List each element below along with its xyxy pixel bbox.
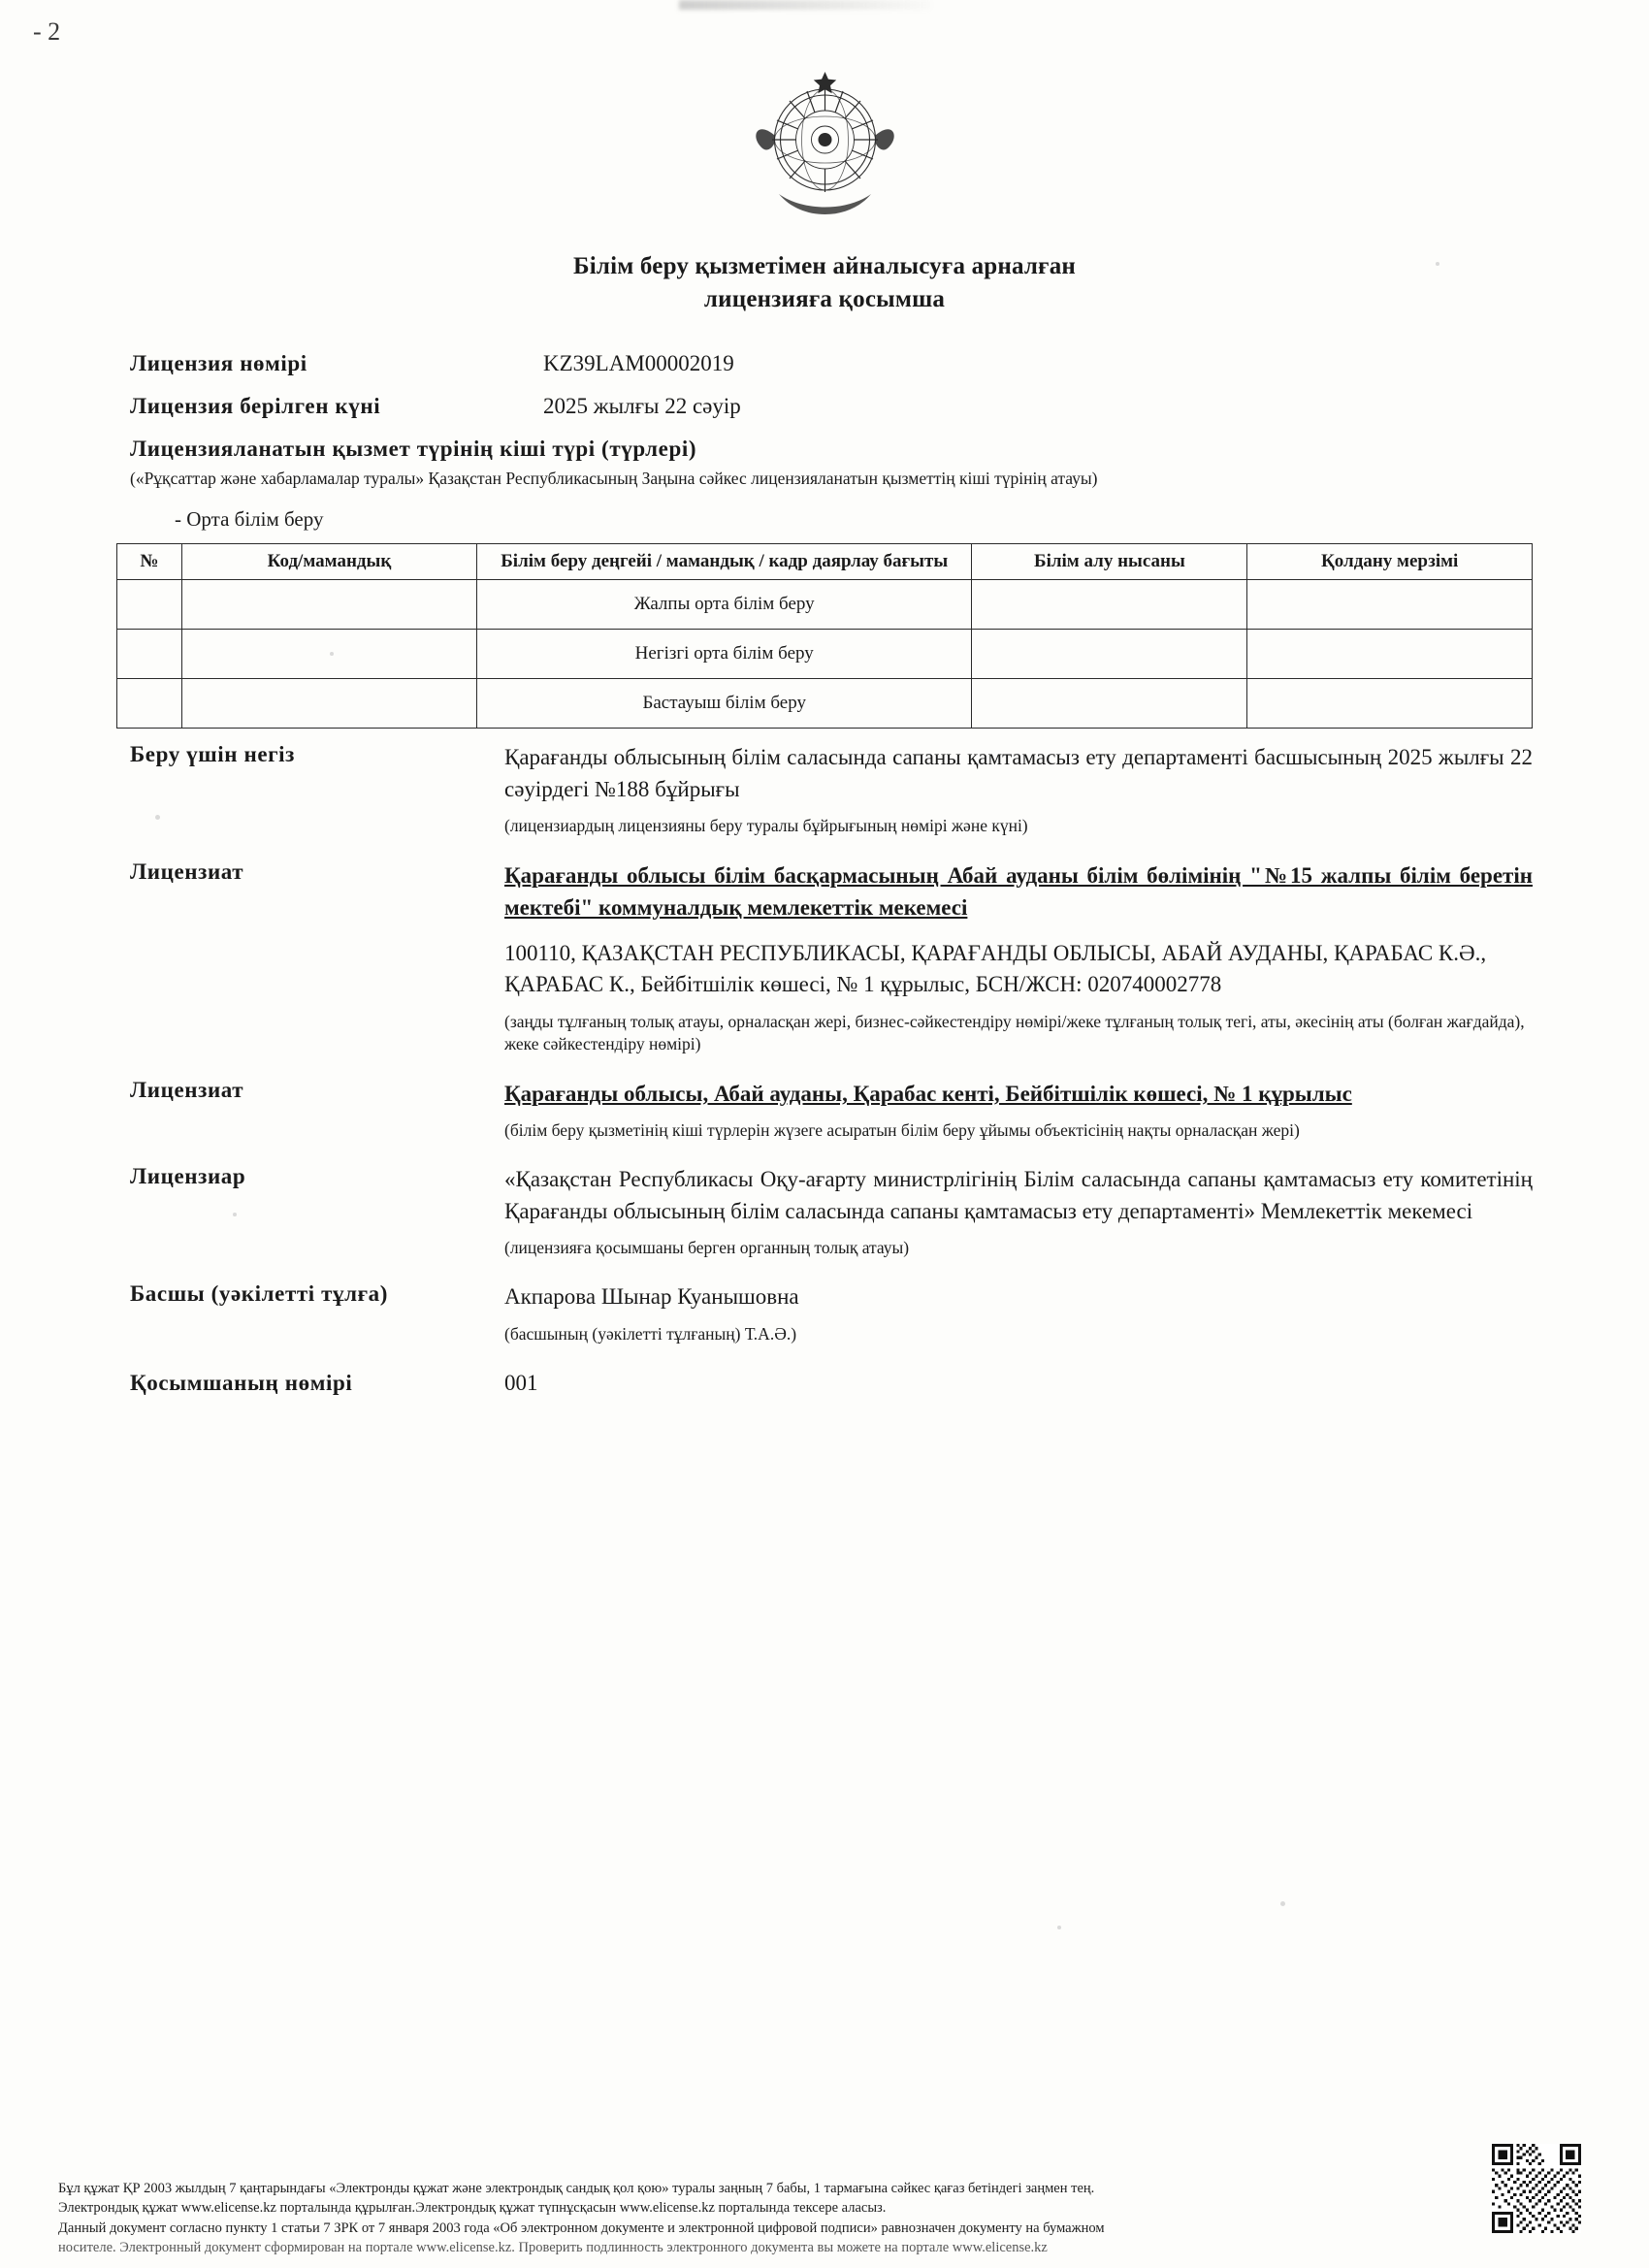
licensee-note: (заңды тұлғаның толық атауы, орналасқан жері, бизнес-сәйкестендіру нөмірі/жеке тұлғаның толық тегі, аты, әкесінің аты (болған жағдайда), жеке сәйкестендіру нөмірі)	[504, 1011, 1525, 1054]
footer-line-1: Бұл құжат ҚР 2003 жылдың 7 қаңтарындағы «Электронды құжат және электрондық сандық қол қою» туралы заңның 7 бабы, 1 тармағына сәйкес қағаз бетіндегі заңмен тең.	[58, 2180, 1095, 2196]
licensee-object-body	[504, 1078, 1533, 1143]
footer-legal-text	[58, 2179, 1494, 2258]
cell-code	[181, 629, 476, 678]
page-title-line2: лицензияға қосымша	[703, 285, 946, 312]
licensee-object-label: Лицензиат	[130, 1078, 244, 1103]
head-block	[116, 1281, 1533, 1345]
cell-form	[972, 629, 1247, 678]
head-note: (басшының (уәкілетті тұлғаның) Т.А.Ә.)	[504, 1323, 797, 1344]
table-header-no: №	[117, 544, 182, 580]
license-date-row	[116, 394, 1533, 419]
table-row	[117, 629, 1533, 678]
scan-speck	[1057, 1926, 1061, 1929]
licensee-object-note: (білім беру қызметінің кіші түрлерін жүзеге асыратын білім беру ұйымы объектісінің нақты орналасқан жері)	[504, 1120, 1300, 1141]
cell-direction: Жалпы орта білім беру	[477, 579, 972, 629]
head-name: Акпарова Шынар Куанышовна	[504, 1283, 799, 1309]
cell-direction: Негізгі орта білім беру	[477, 629, 972, 678]
license-date-label: Лицензия берілген күні	[130, 393, 381, 418]
license-number-label: Лицензия нөмірі	[130, 350, 307, 375]
basis-text: Қарағанды облысының білім саласында сапаны қамтамасыз ету департаменті басшысының 2025 жылғы 22 сәуірдегі №188 бұйрығы	[504, 744, 1533, 801]
basis-label: Беру үшін негіз	[130, 741, 295, 766]
head-label: Басшы (уәкілетті тұлға)	[130, 1280, 389, 1306]
cell-code	[181, 579, 476, 629]
cell-term	[1247, 579, 1533, 629]
table-row	[117, 678, 1533, 728]
document-content	[116, 58, 1533, 1396]
licensee-name: Қарағанды облысы білім басқармасының Абай ауданы білім бөлімінің "№15 жалпы білім беретін мектебі" коммуналдық мемлекеттік мекемесі	[504, 862, 1533, 921]
licensee-body	[504, 859, 1533, 1056]
licensee-block	[116, 859, 1533, 1056]
head-body	[504, 1281, 1533, 1345]
licensor-note: (лицензияға қосымшаны берген органның толық атауы)	[504, 1238, 910, 1258]
cell-no	[117, 629, 182, 678]
table-header-row	[117, 544, 1533, 580]
table-row	[117, 579, 1533, 629]
table-header-code: Код/мамандық	[181, 544, 476, 580]
subtype-note: («Рұқсаттар және хабарламалар туралы» Қазақстан Республикасының Заңына сәйкес лицензияланатын қызметтің кіші түрінің атауы)	[130, 468, 1098, 488]
basis-body	[504, 742, 1533, 838]
table-header-direction: Білім беру деңгейі / мамандық / кадр даярлау бағыты	[477, 544, 972, 580]
license-date-value: 2025 жылғы 22 сәуір	[543, 393, 741, 418]
license-number-value: KZ39LAM00002019	[543, 350, 734, 375]
scan-artifact	[679, 0, 931, 10]
page-corner-mark: - 2	[33, 17, 61, 46]
footer-line-3: Данный документ согласно пункту 1 статьи 7 ЗРК от 7 января 2003 года «Об электронном документе и электронной цифровой подписи» равнозначен документу на бумажном	[58, 2219, 1105, 2236]
page-title-line1: Білім беру қызметімен айналысуға арналған	[572, 253, 1076, 279]
licensee-object-block	[116, 1078, 1533, 1143]
table-header-form: Білім алу нысаны	[972, 544, 1247, 580]
licensee-label: Лицензиат	[130, 859, 244, 884]
emblem-container	[116, 58, 1533, 233]
cell-direction: Бастауыш білім беру	[477, 678, 972, 728]
cell-term	[1247, 678, 1533, 728]
cell-no	[117, 678, 182, 728]
education-levels-table	[116, 543, 1533, 729]
footer-line-2: Электрондық құжат www.elicense.kz порталында құрылған.Электрондық құжат түпнұсқасын www.elicense.kz порталында тексере аласыз.	[58, 2200, 887, 2217]
subtype-heading: Лицензияланатын қызмет түрінің кіші түрі (түрлері)	[130, 436, 697, 461]
page-title	[116, 250, 1533, 316]
table-header-term: Қолдану мерзімі	[1247, 544, 1533, 580]
license-number-row	[116, 351, 1533, 376]
footer-line-4: носителе. Электронный документ сформирован на портале www.elicense.kz. Проверить подлинность электронного документа вы можете на портале www.elicense.kz	[58, 2240, 1048, 2256]
licensor-text: «Қазақстан Республикасы Оқу-ағарту министрлігінің Білім саласында сапаны қамтамасыз ету комитетінің Қарағанды облысының білім саласында сапаны қамтамасыз ету департаменті» Мемлекеттік мекемесі	[504, 1167, 1533, 1223]
licensee-address: 100110, ҚАЗАҚСТАН РЕСПУБЛИКАСЫ, ҚАРАҒАНДЫ ОБЛЫСЫ, АБАЙ АУДАНЫ, ҚАРАБАС К.Ә., ҚАРАБАС К., Бейбітшілік көшесі, № 1 құрылыс, БСН/ЖСН: 020740002778	[504, 940, 1487, 997]
licensee-object-address: Қарағанды облысы, Абай ауданы, Қарабас кенті, Бейбітшілік көшесі, № 1 құрылыс	[504, 1082, 1352, 1107]
licensor-body	[504, 1164, 1533, 1260]
cell-form	[972, 678, 1247, 728]
licensor-block	[116, 1164, 1533, 1260]
appendix-number-label: Қосымшаның нөмірі	[130, 1371, 353, 1396]
kazakhstan-state-emblem-icon	[740, 58, 910, 233]
cell-term	[1247, 629, 1533, 678]
basis-block	[116, 742, 1533, 838]
cell-code	[181, 678, 476, 728]
subtype-value: - Орта білім беру	[175, 507, 324, 532]
appendix-number-value: 001	[504, 1371, 538, 1396]
qr-code	[1492, 2144, 1581, 2233]
licensor-label: Лицензиар	[130, 1164, 246, 1189]
basis-note: (лицензиардың лицензияны беру туралы бұйрығының нөмірі және күні)	[504, 816, 1028, 836]
cell-no	[117, 579, 182, 629]
scan-speck	[1280, 1901, 1285, 1906]
appendix-number-block	[116, 1371, 1533, 1396]
cell-form	[972, 579, 1247, 629]
